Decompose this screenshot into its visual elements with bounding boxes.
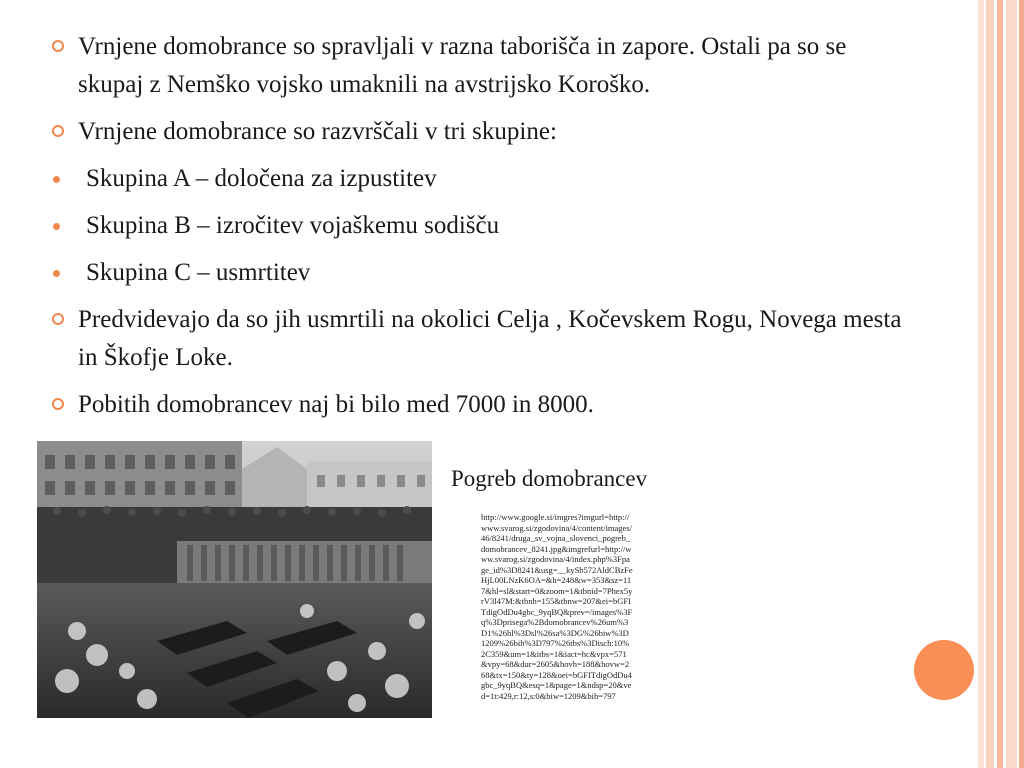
decorative-side-stripes bbox=[978, 0, 1024, 768]
bullet-text: Vrnjene domobrance so razvrščali v tri skupine: bbox=[78, 118, 557, 145]
sub-bullet-item bbox=[52, 254, 912, 292]
ring-bullet-icon bbox=[52, 313, 64, 325]
dot-bullet-icon bbox=[53, 176, 60, 183]
stripe bbox=[986, 0, 994, 768]
stripe bbox=[1019, 0, 1024, 768]
ring-bullet-icon bbox=[52, 398, 64, 410]
stripe bbox=[978, 0, 984, 768]
stripe bbox=[997, 0, 1003, 768]
bullet-text: Skupina B – izročitev vojaškemu sodišču bbox=[86, 212, 500, 239]
ring-bullet-icon bbox=[52, 125, 64, 137]
ring-bullet-icon bbox=[52, 40, 64, 52]
decorative-circle bbox=[914, 640, 974, 700]
bullet-list bbox=[52, 28, 912, 433]
image-source-url: http://www.google.si/imgres?imgurl=http://www.svarog.si/zgodovina/4/content/images/46/8241/druga_sv_vojna_slovenci_pogreb_domobrancev_8241.jpg&imgrefurl=http://www.svarog.si/zgodovina/4/index.php%3Fpage_id%3D8241&usg=__kySb572AldCBzFeHjL00LNzK6OA=&h=248&w=353&sz=117&hl=sl&start=0&zoom=1&tbnid=7Phex5yrV3l47M:&tbnh=155&tbnw=207&ei=bGFITdigOdDu4gbc_9yqBQ&prev=/images%3Fq%3Dprisega%2Bdomobrancev%26um%3D1%26hl%3Dsl%26sa%3DG%26biw%3D1209%26bih%3D797%26tbs%3Disch:10%2C359&um=1&itbs=1&iact=hc&vpx=571&vpy=68&dur=2605&hovh=188&hovw=268&tx=150&ty=128&oei=bGFITdigOdDu4gbc_9yqBQ&esq=1&page=1&ndsp=20&ved=1t:429,r:12,s:0&biw=1209&bih=797 bbox=[481, 512, 633, 701]
bullet-item bbox=[52, 28, 912, 104]
bullet-text: Vrnjene domobrance so spravljali v razna taborišča in zapore. Ostali pa so se skupaj z Nemško vojsko umaknili na avstrijsko Koroško. bbox=[78, 33, 847, 98]
bullet-text: Pobitih domobrancev naj bi bilo med 7000 in 8000. bbox=[78, 391, 594, 418]
bullet-text: Skupina C – usmrtitev bbox=[86, 259, 311, 286]
bullet-item bbox=[52, 113, 912, 151]
sub-bullet-item bbox=[52, 207, 912, 245]
bullet-text: Predvidevajo da so jih usmrtili na okolici Celja , Kočevskem Rogu, Novega mesta in Škofje Loke. bbox=[78, 306, 902, 371]
photo-caption: Pogreb domobrancev bbox=[451, 466, 648, 491]
funeral-photo bbox=[37, 441, 432, 718]
dot-bullet-icon bbox=[53, 223, 60, 230]
dot-bullet-icon bbox=[53, 270, 60, 277]
bullet-text: Skupina A – določena za izpustitev bbox=[86, 165, 437, 192]
stripe bbox=[1006, 0, 1017, 768]
bullet-item bbox=[52, 301, 912, 377]
sub-bullet-item bbox=[52, 160, 912, 198]
bullet-item bbox=[52, 386, 912, 424]
